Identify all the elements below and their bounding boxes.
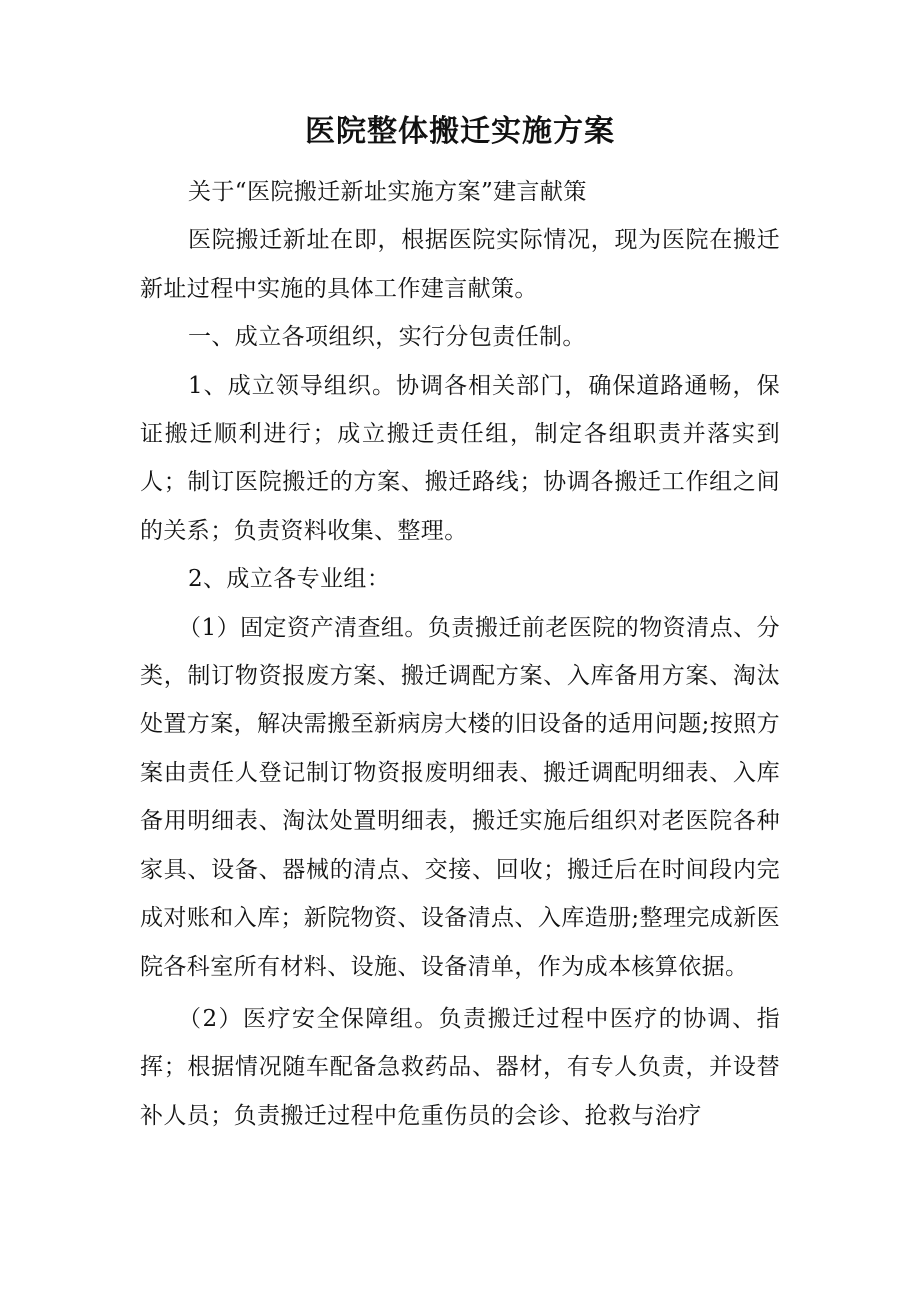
paragraph-intro-heading: 关于“医院搬迁新址实施方案”建言献策: [188, 179, 587, 205]
paragraph-intro: 医院搬迁新址在即，根据医院实际情况，现为医院在搬迁新址过程中实施的具体工作建言献策。: [140, 227, 780, 302]
paragraph-asset-inventory-group: （1）固定资产清查组。负责搬迁前老医院的物资清点、分类，制订物资报废方案、搬迁调配方案、入库备用方案、淘汰处置方案，解决需搬至新病房大楼的旧设备的适用问题;按照方案由责任人登记制订物资报废明细表、搬迁调配明细表、入库备用明细表、淘汰处置明细表，搬迁实施后组织对老医院各种家具、设备、器械的清点、交接、回收；搬迁后在时间段内完成对账和入库；新院物资、设备清点、入库造册;整理完成新医院各科室所有材料、设施、设备清单，作为成本核算依据。: [140, 614, 780, 980]
paragraph-leadership-group: 1、成立领导组织。协调各相关部门，确保道路通畅，保证搬迁顺利进行；成立搬迁责任组，制定各组职责并落实到人；制订医院搬迁的方案、搬迁路线；协调各搬迁工作组之间的关系；负责资料收集、整理。: [140, 372, 780, 544]
paragraph-medical-safety-group: （2）医疗安全保障组。负责搬迁过程中医疗的协调、指挥；根据情况随车配备急救药品、器材，有专人负责，并设替补人员；负责搬迁过程中危重伤员的会诊、抢救与治疗: [140, 1005, 780, 1129]
paragraph-professional-groups: 2、成立各专业组：: [188, 566, 391, 593]
section-heading-1: 一、成立各项组织，实行分包责任制。: [188, 324, 586, 351]
document-title: 医院整体搬迁实施方案: [305, 114, 615, 149]
document-body: [140, 168, 780, 1140]
